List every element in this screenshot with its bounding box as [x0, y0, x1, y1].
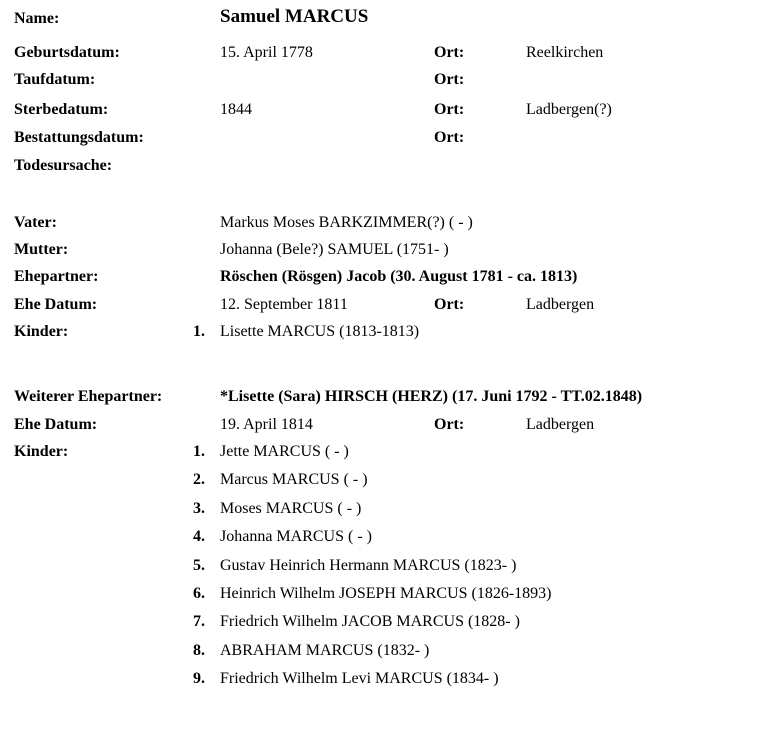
child-entry: Marcus MARCUS ( - ): [220, 471, 368, 489]
second-marriage-place: Ladbergen: [526, 416, 595, 433]
child-number: 3.: [193, 499, 205, 517]
marriage-date-label: Ehe Datum:: [14, 296, 98, 313]
child-number: 2.: [193, 471, 205, 489]
child-entry: Friedrich Wilhelm Levi MARCUS (1834- ): [220, 670, 499, 688]
birth-label: Geburtsdatum:: [14, 44, 120, 61]
child-entry: Johanna MARCUS ( - ): [220, 528, 372, 546]
marriage-date: 12. September 1811: [220, 296, 348, 313]
child-entry: Heinrich Wilhelm JOSEPH MARCUS (1826-1893): [220, 585, 552, 602]
child-number: 4.: [193, 528, 205, 546]
child-entry: Lisette MARCUS (1813-1813): [220, 323, 420, 340]
second-spouse-label: Weiterer Ehepartner:: [14, 388, 163, 405]
spouse-label: Ehepartner:: [14, 268, 99, 285]
baptism-label: Taufdatum:: [14, 71, 96, 88]
child-entry: Jette MARCUS ( - ): [220, 443, 349, 460]
children-label: Kinder:: [14, 323, 69, 340]
birth-date: 15. April 1778: [220, 44, 313, 61]
mother-value: Johanna (Bele?) SAMUEL (1751- ): [220, 241, 449, 258]
death-place: Ladbergen(?): [526, 101, 612, 118]
second-children-label: Kinder:: [14, 443, 69, 460]
cause-of-death-label: Todesursache:: [14, 157, 113, 174]
baptism-place-label: Ort:: [434, 71, 465, 88]
child-number: 1.: [193, 323, 205, 340]
second-marriage-date-label: Ehe Datum:: [14, 416, 98, 433]
mother-label: Mutter:: [14, 241, 69, 258]
father-value: Markus Moses BARKZIMMER(?) ( - ): [220, 214, 473, 231]
child-entry: Moses MARCUS ( - ): [220, 499, 362, 517]
child-number: 5.: [193, 556, 205, 574]
death-label: Sterbedatum:: [14, 101, 109, 118]
child-entry: Gustav Heinrich Hermann MARCUS (1823- ): [220, 556, 517, 574]
name-label: Name:: [14, 10, 60, 27]
child-number: 6.: [193, 585, 205, 602]
birth-place-label: Ort:: [434, 44, 465, 61]
person-name: Samuel MARCUS: [220, 6, 369, 27]
death-place-label: Ort:: [434, 101, 465, 118]
spouse-value: Röschen (Rösgen) Jacob (30. August 1781 - ca. 1813): [220, 268, 578, 285]
child-number: 1.: [193, 443, 205, 460]
child-entry: Friedrich Wilhelm JACOB MARCUS (1828- ): [220, 613, 520, 631]
marriage-place-label: Ort:: [434, 296, 465, 313]
birth-place: Reelkirchen: [526, 44, 604, 61]
marriage-place: Ladbergen: [526, 296, 595, 313]
child-entry: ABRAHAM MARCUS (1832- ): [220, 641, 430, 659]
second-marriage-date: 19. April 1814: [220, 416, 313, 433]
second-marriage-place-label: Ort:: [434, 416, 465, 433]
child-number: 9.: [193, 670, 205, 688]
father-label: Vater:: [14, 214, 57, 231]
child-number: 8.: [193, 641, 205, 659]
burial-label: Bestattungsdatum:: [14, 129, 144, 146]
death-date: 1844: [220, 101, 252, 118]
second-spouse-value: *Lisette (Sara) HIRSCH (HERZ) (17. Juni 1792 - TT.02.1848): [220, 388, 643, 405]
burial-place-label: Ort:: [434, 129, 465, 146]
child-number: 7.: [193, 613, 205, 631]
